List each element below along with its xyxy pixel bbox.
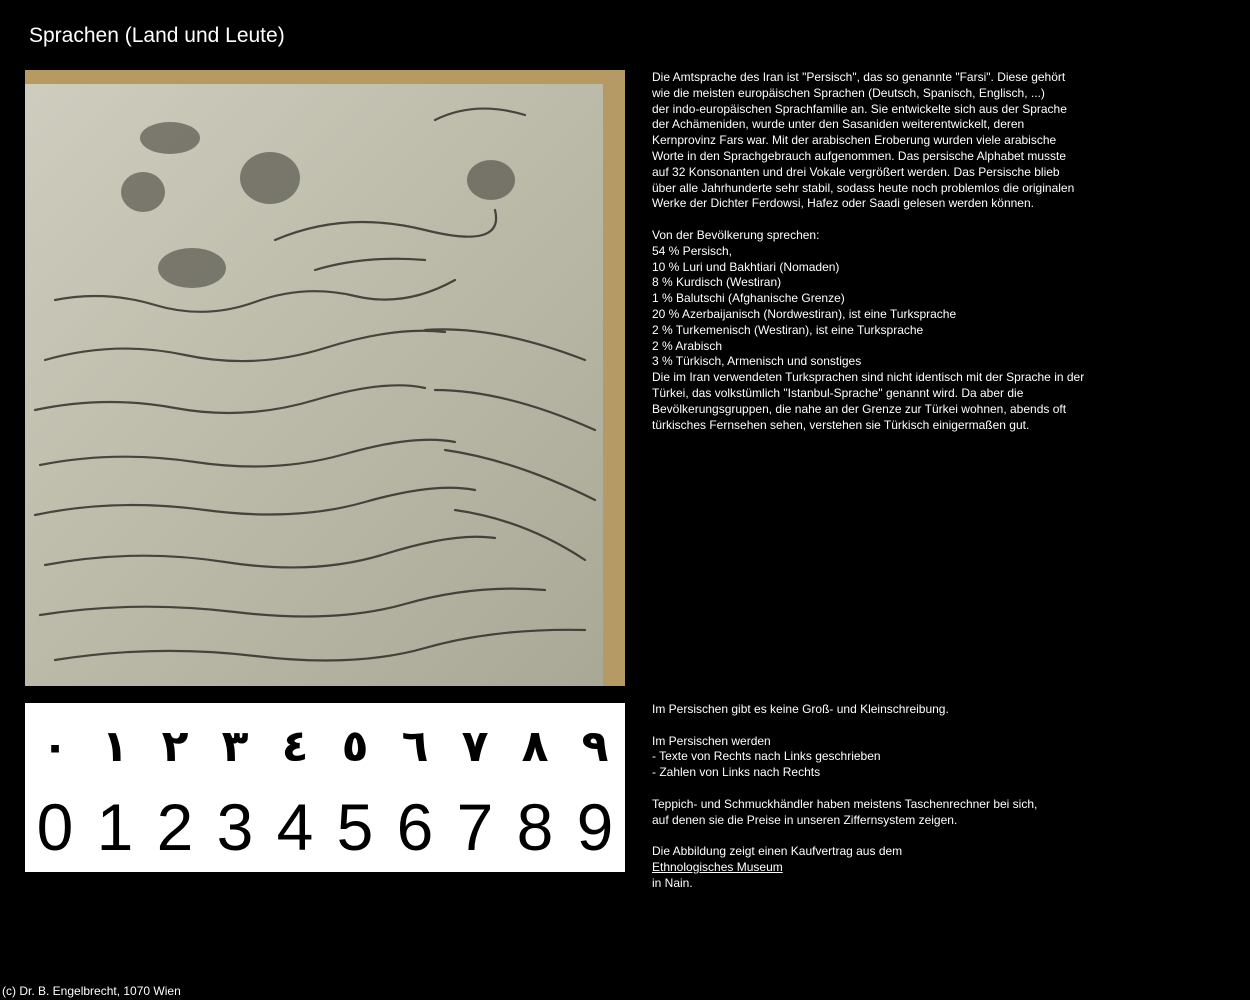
latin-numeral: 3 (216, 790, 254, 864)
population-line: 3 % Türkisch, Armenisch und sonstiges (652, 354, 862, 369)
turk-line: Bevölkerungsgruppen, die nahe an der Grenze zur Türkei wohnen, abends oft (652, 401, 1067, 416)
case-line: Im Persischen gibt es keine Groß- und Kleinschreibung. (652, 702, 949, 716)
copyright-footer: (c) Dr. B. Engelbrecht, 1070 Wien (2, 984, 181, 998)
persian-numeral: ٠ (41, 720, 69, 772)
persian-numeral: ٧ (461, 720, 489, 772)
direction-line: - Zahlen von Links nach Rechts (652, 765, 821, 780)
turk-line: türkisches Fernsehen sehen, verstehen sie Türkisch einigermaßen gut. (652, 417, 1030, 432)
persian-numerals-row (25, 711, 625, 781)
persian-numeral: ٦ (401, 720, 429, 772)
latin-numeral: 7 (456, 790, 494, 864)
dealer-line: auf denen sie die Preise in unseren Ziffernsystem zeigen. (652, 812, 958, 827)
latin-numeral: 2 (156, 790, 194, 864)
turk-line: Die im Iran verwendeten Turksprachen sind nicht identisch mit der Sprache in der (652, 370, 1085, 385)
museum-link[interactable]: Ethnologisches Museum (652, 859, 783, 874)
latin-numeral: 5 (336, 790, 374, 864)
persian-numeral: ٩ (581, 720, 609, 772)
turk-line: Türkei, das volkstümlich "Istanbul-Sprache" genannt wird. Da aber die (652, 385, 1024, 400)
caption-suffix: in Nain. (652, 875, 693, 890)
latin-numeral: 6 (396, 790, 434, 864)
persian-numeral: ٥ (341, 720, 369, 772)
intro-line: über alle Jahrhunderte sehr stabil, sodass heute noch problemlos die originalen (652, 180, 1075, 195)
persian-numeral: ٤ (281, 720, 309, 772)
latin-numeral: 0 (36, 790, 74, 864)
latin-numerals-row (25, 787, 625, 867)
intro-line: auf 32 Konsonanten und drei Vokale vergrößert werden. Das Persische blieb (652, 164, 1060, 179)
intro-line: der Achämeniden, wurde unter den Sasaniden weiterentwickelt, deren (652, 117, 1025, 132)
intro-line: der indo-europäischen Sprachfamilie an. Sie entwickelte sich aus der Sprache (652, 101, 1067, 116)
persian-numeral: ١ (101, 720, 129, 772)
language-description (652, 70, 1112, 433)
page-title: Sprachen (Land und Leute) (29, 24, 285, 47)
handwritten-persian-contract-icon (25, 70, 625, 686)
intro-line: Werke der Dichter Ferdowsi, Hafez oder Saadi gelesen werden können. (652, 196, 1034, 211)
direction-heading: Im Persischen werden (652, 733, 771, 748)
intro-line: wie die meisten europäischen Sprachen (Deutsch, Spanisch, Englisch, ...) (652, 85, 1045, 100)
numerals-image (25, 703, 625, 872)
intro-line: Kernprovinz Fars war. Mit der arabischen Eroberung wurden viele arabische (652, 133, 1057, 148)
intro-line: Die Amtsprache des Iran ist "Persisch", das so genannte "Farsi". Diese gehört (652, 70, 1066, 84)
script-description (652, 702, 1112, 892)
population-heading: Von der Bevölkerung sprechen: (652, 227, 820, 242)
persian-numeral: ٣ (221, 720, 249, 772)
direction-line: - Texte von Rechts nach Links geschrieben (652, 749, 881, 764)
caption-link-line (652, 860, 1112, 876)
population-line: 10 % Luri und Bakhtiari (Nomaden) (652, 259, 840, 274)
latin-numeral: 4 (276, 790, 314, 864)
latin-numeral: 1 (96, 790, 134, 864)
population-line: 54 % Persisch, (652, 243, 733, 258)
latin-numeral: 8 (516, 790, 554, 864)
population-line: 20 % Azerbaijanisch (Nordwestiran), ist eine Turksprache (652, 306, 957, 321)
persian-numeral: ٨ (521, 720, 549, 772)
population-line: 8 % Kurdisch (Westiran) (652, 275, 782, 290)
population-line: 2 % Turkemenisch (Westiran), ist eine Turksprache (652, 322, 924, 337)
dealer-line: Teppich- und Schmuckhändler haben meistens Taschenrechner bei sich, (652, 796, 1038, 811)
intro-line: Worte in den Sprachgebrauch aufgenommen. Das persische Alphabet musste (652, 148, 1067, 163)
population-line: 2 % Arabisch (652, 338, 723, 353)
population-line: 1 % Balutschi (Afghanische Grenze) (652, 291, 845, 306)
contract-photo (25, 70, 625, 686)
latin-numeral: 9 (576, 790, 614, 864)
persian-numeral: ٢ (161, 720, 189, 772)
caption-prefix: Die Abbildung zeigt einen Kaufvertrag aus dem (652, 844, 903, 859)
